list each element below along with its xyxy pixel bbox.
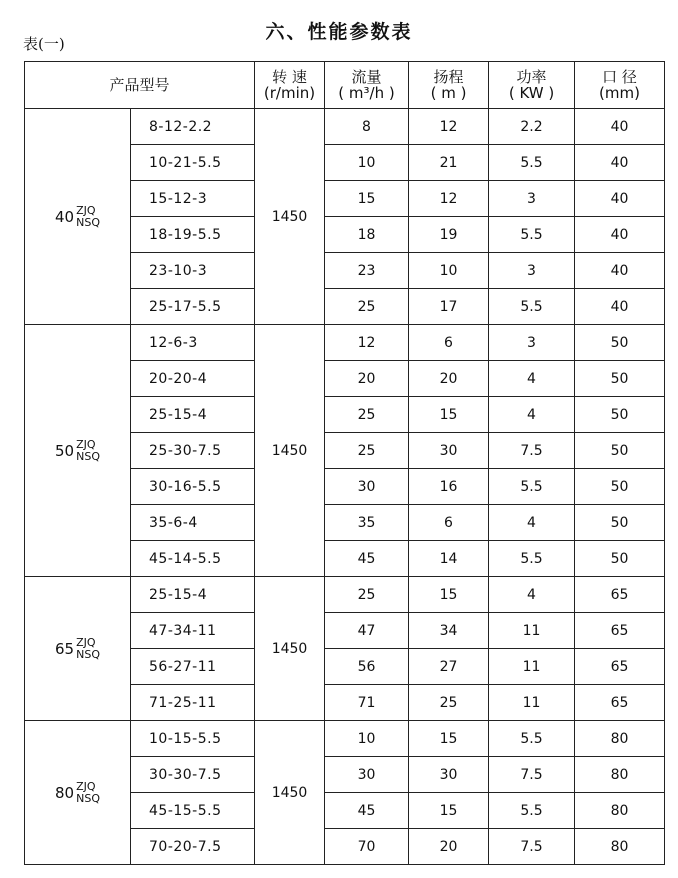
header-diameter [575, 62, 665, 109]
flow-cell: 30 [325, 757, 409, 793]
flow-cell: 8 [325, 109, 409, 145]
head-cell: 19 [409, 217, 489, 253]
diameter-cell: 40 [575, 289, 665, 325]
group-series-top: ZJQ [76, 203, 96, 217]
power-cell: 5.5 [489, 541, 575, 577]
head-cell: 25 [409, 685, 489, 721]
group-series-bottom: NSQ [76, 647, 100, 661]
flow-cell: 25 [325, 433, 409, 469]
header-speed [255, 62, 325, 109]
model-cell: 25-15-4 [131, 397, 255, 433]
group-size: 65 [55, 639, 75, 658]
model-cell: 23-10-3 [131, 253, 255, 289]
model-cell: 30-16-5.5 [131, 469, 255, 505]
flow-cell: 25 [325, 397, 409, 433]
table-row [25, 577, 665, 613]
power-cell: 4 [489, 505, 575, 541]
head-cell: 21 [409, 145, 489, 181]
flow-cell: 18 [325, 217, 409, 253]
header-power [489, 62, 575, 109]
head-cell: 15 [409, 577, 489, 613]
model-cell: 45-15-5.5 [131, 793, 255, 829]
header-row [25, 62, 665, 109]
head-cell: 30 [409, 433, 489, 469]
group-size: 80 [55, 783, 75, 802]
power-cell: 4 [489, 361, 575, 397]
power-cell: 7.5 [489, 433, 575, 469]
power-cell: 5.5 [489, 469, 575, 505]
head-cell: 20 [409, 829, 489, 865]
flow-cell: 12 [325, 325, 409, 361]
group-series [76, 205, 100, 229]
power-cell: 7.5 [489, 829, 575, 865]
flow-cell: 71 [325, 685, 409, 721]
diameter-cell: 65 [575, 685, 665, 721]
model-cell: 45-14-5.5 [131, 541, 255, 577]
diameter-cell: 65 [575, 649, 665, 685]
diameter-cell: 65 [575, 577, 665, 613]
model-cell: 71-25-11 [131, 685, 255, 721]
group-series [76, 439, 100, 463]
power-cell: 7.5 [489, 757, 575, 793]
header-flow [325, 62, 409, 109]
diameter-cell: 40 [575, 109, 665, 145]
power-cell: 5.5 [489, 289, 575, 325]
model-cell: 12-6-3 [131, 325, 255, 361]
head-cell: 17 [409, 289, 489, 325]
head-cell: 34 [409, 613, 489, 649]
model-group-cell [25, 325, 131, 577]
diameter-cell: 50 [575, 469, 665, 505]
model-cell: 10-21-5.5 [131, 145, 255, 181]
flow-cell: 45 [325, 793, 409, 829]
head-cell: 27 [409, 649, 489, 685]
flow-cell: 45 [325, 541, 409, 577]
group-series-bottom: NSQ [76, 791, 100, 805]
performance-table [24, 61, 665, 865]
table-row [25, 721, 665, 757]
diameter-cell: 80 [575, 757, 665, 793]
power-cell: 11 [489, 685, 575, 721]
head-cell: 16 [409, 469, 489, 505]
flow-cell: 23 [325, 253, 409, 289]
group-series-bottom: NSQ [76, 215, 100, 229]
head-cell: 14 [409, 541, 489, 577]
power-cell: 3 [489, 181, 575, 217]
diameter-cell: 50 [575, 433, 665, 469]
head-cell: 6 [409, 505, 489, 541]
header-model: 产品型号 [25, 62, 255, 109]
diameter-cell: 80 [575, 829, 665, 865]
header-power-unit: ( KW ) [508, 84, 555, 102]
model-cell: 15-12-3 [131, 181, 255, 217]
model-cell: 30-30-7.5 [131, 757, 255, 793]
flow-cell: 20 [325, 361, 409, 397]
flow-cell: 10 [325, 145, 409, 181]
flow-cell: 47 [325, 613, 409, 649]
power-cell: 11 [489, 613, 575, 649]
group-series-bottom: NSQ [76, 449, 100, 463]
head-cell: 30 [409, 757, 489, 793]
flow-cell: 70 [325, 829, 409, 865]
page-title: 六、性能参数表 [265, 21, 413, 43]
model-cell: 20-20-4 [131, 361, 255, 397]
header-diameter-label: 口 径 [602, 68, 637, 86]
diameter-cell: 80 [575, 793, 665, 829]
diameter-cell: 65 [575, 613, 665, 649]
flow-cell: 35 [325, 505, 409, 541]
group-series [76, 637, 100, 661]
table-row [25, 109, 665, 145]
speed-cell: 1450 [255, 721, 325, 865]
model-group-cell [25, 577, 131, 721]
head-cell: 6 [409, 325, 489, 361]
header-speed-label: 转 速 [272, 68, 307, 86]
model-cell: 25-15-4 [131, 577, 255, 613]
header-diameter-unit: (mm) [599, 84, 640, 102]
flow-cell: 15 [325, 181, 409, 217]
header-flow-label: 流量 [351, 68, 382, 86]
table-body [25, 109, 665, 865]
power-cell: 5.5 [489, 217, 575, 253]
diameter-cell: 50 [575, 361, 665, 397]
model-cell: 25-30-7.5 [131, 433, 255, 469]
group-size: 40 [55, 207, 75, 226]
power-cell: 3 [489, 325, 575, 361]
diameter-cell: 50 [575, 325, 665, 361]
diameter-cell: 40 [575, 253, 665, 289]
model-group-cell [25, 109, 131, 325]
flow-cell: 30 [325, 469, 409, 505]
speed-cell: 1450 [255, 109, 325, 325]
head-cell: 15 [409, 721, 489, 757]
head-cell: 15 [409, 793, 489, 829]
power-cell: 4 [489, 397, 575, 433]
power-cell: 5.5 [489, 721, 575, 757]
group-series [76, 781, 100, 805]
power-cell: 5.5 [489, 145, 575, 181]
header-head [409, 62, 489, 109]
group-series-top: ZJQ [76, 635, 96, 649]
header-head-unit: ( m ) [430, 84, 467, 102]
head-cell: 12 [409, 181, 489, 217]
speed-cell: 1450 [255, 325, 325, 577]
diameter-cell: 40 [575, 181, 665, 217]
power-cell: 11 [489, 649, 575, 685]
speed-cell: 1450 [255, 577, 325, 721]
diameter-cell: 50 [575, 541, 665, 577]
header-head-label: 扬程 [433, 68, 464, 86]
model-group-cell [25, 721, 131, 865]
power-cell: 4 [489, 577, 575, 613]
flow-cell: 25 [325, 577, 409, 613]
group-size: 50 [55, 441, 75, 460]
header-flow-unit: ( m³/h ) [338, 84, 395, 102]
head-cell: 10 [409, 253, 489, 289]
group-series-top: ZJQ [76, 779, 96, 793]
power-cell: 5.5 [489, 793, 575, 829]
head-cell: 15 [409, 397, 489, 433]
model-cell: 70-20-7.5 [131, 829, 255, 865]
power-cell: 2.2 [489, 109, 575, 145]
flow-cell: 10 [325, 721, 409, 757]
flow-cell: 25 [325, 289, 409, 325]
diameter-cell: 40 [575, 145, 665, 181]
table-row [25, 325, 665, 361]
model-cell: 47-34-11 [131, 613, 255, 649]
power-cell: 3 [489, 253, 575, 289]
model-cell: 10-15-5.5 [131, 721, 255, 757]
head-cell: 20 [409, 361, 489, 397]
model-cell: 8-12-2.2 [131, 109, 255, 145]
head-cell: 12 [409, 109, 489, 145]
table-caption: 表(一) [23, 35, 65, 53]
group-series-top: ZJQ [76, 437, 96, 451]
diameter-cell: 40 [575, 217, 665, 253]
diameter-cell: 50 [575, 505, 665, 541]
flow-cell: 56 [325, 649, 409, 685]
model-cell: 25-17-5.5 [131, 289, 255, 325]
diameter-cell: 80 [575, 721, 665, 757]
model-cell: 35-6-4 [131, 505, 255, 541]
header-speed-unit: (r/min) [263, 84, 316, 102]
model-cell: 56-27-11 [131, 649, 255, 685]
header-power-label: 功率 [516, 68, 547, 86]
diameter-cell: 50 [575, 397, 665, 433]
model-cell: 18-19-5.5 [131, 217, 255, 253]
